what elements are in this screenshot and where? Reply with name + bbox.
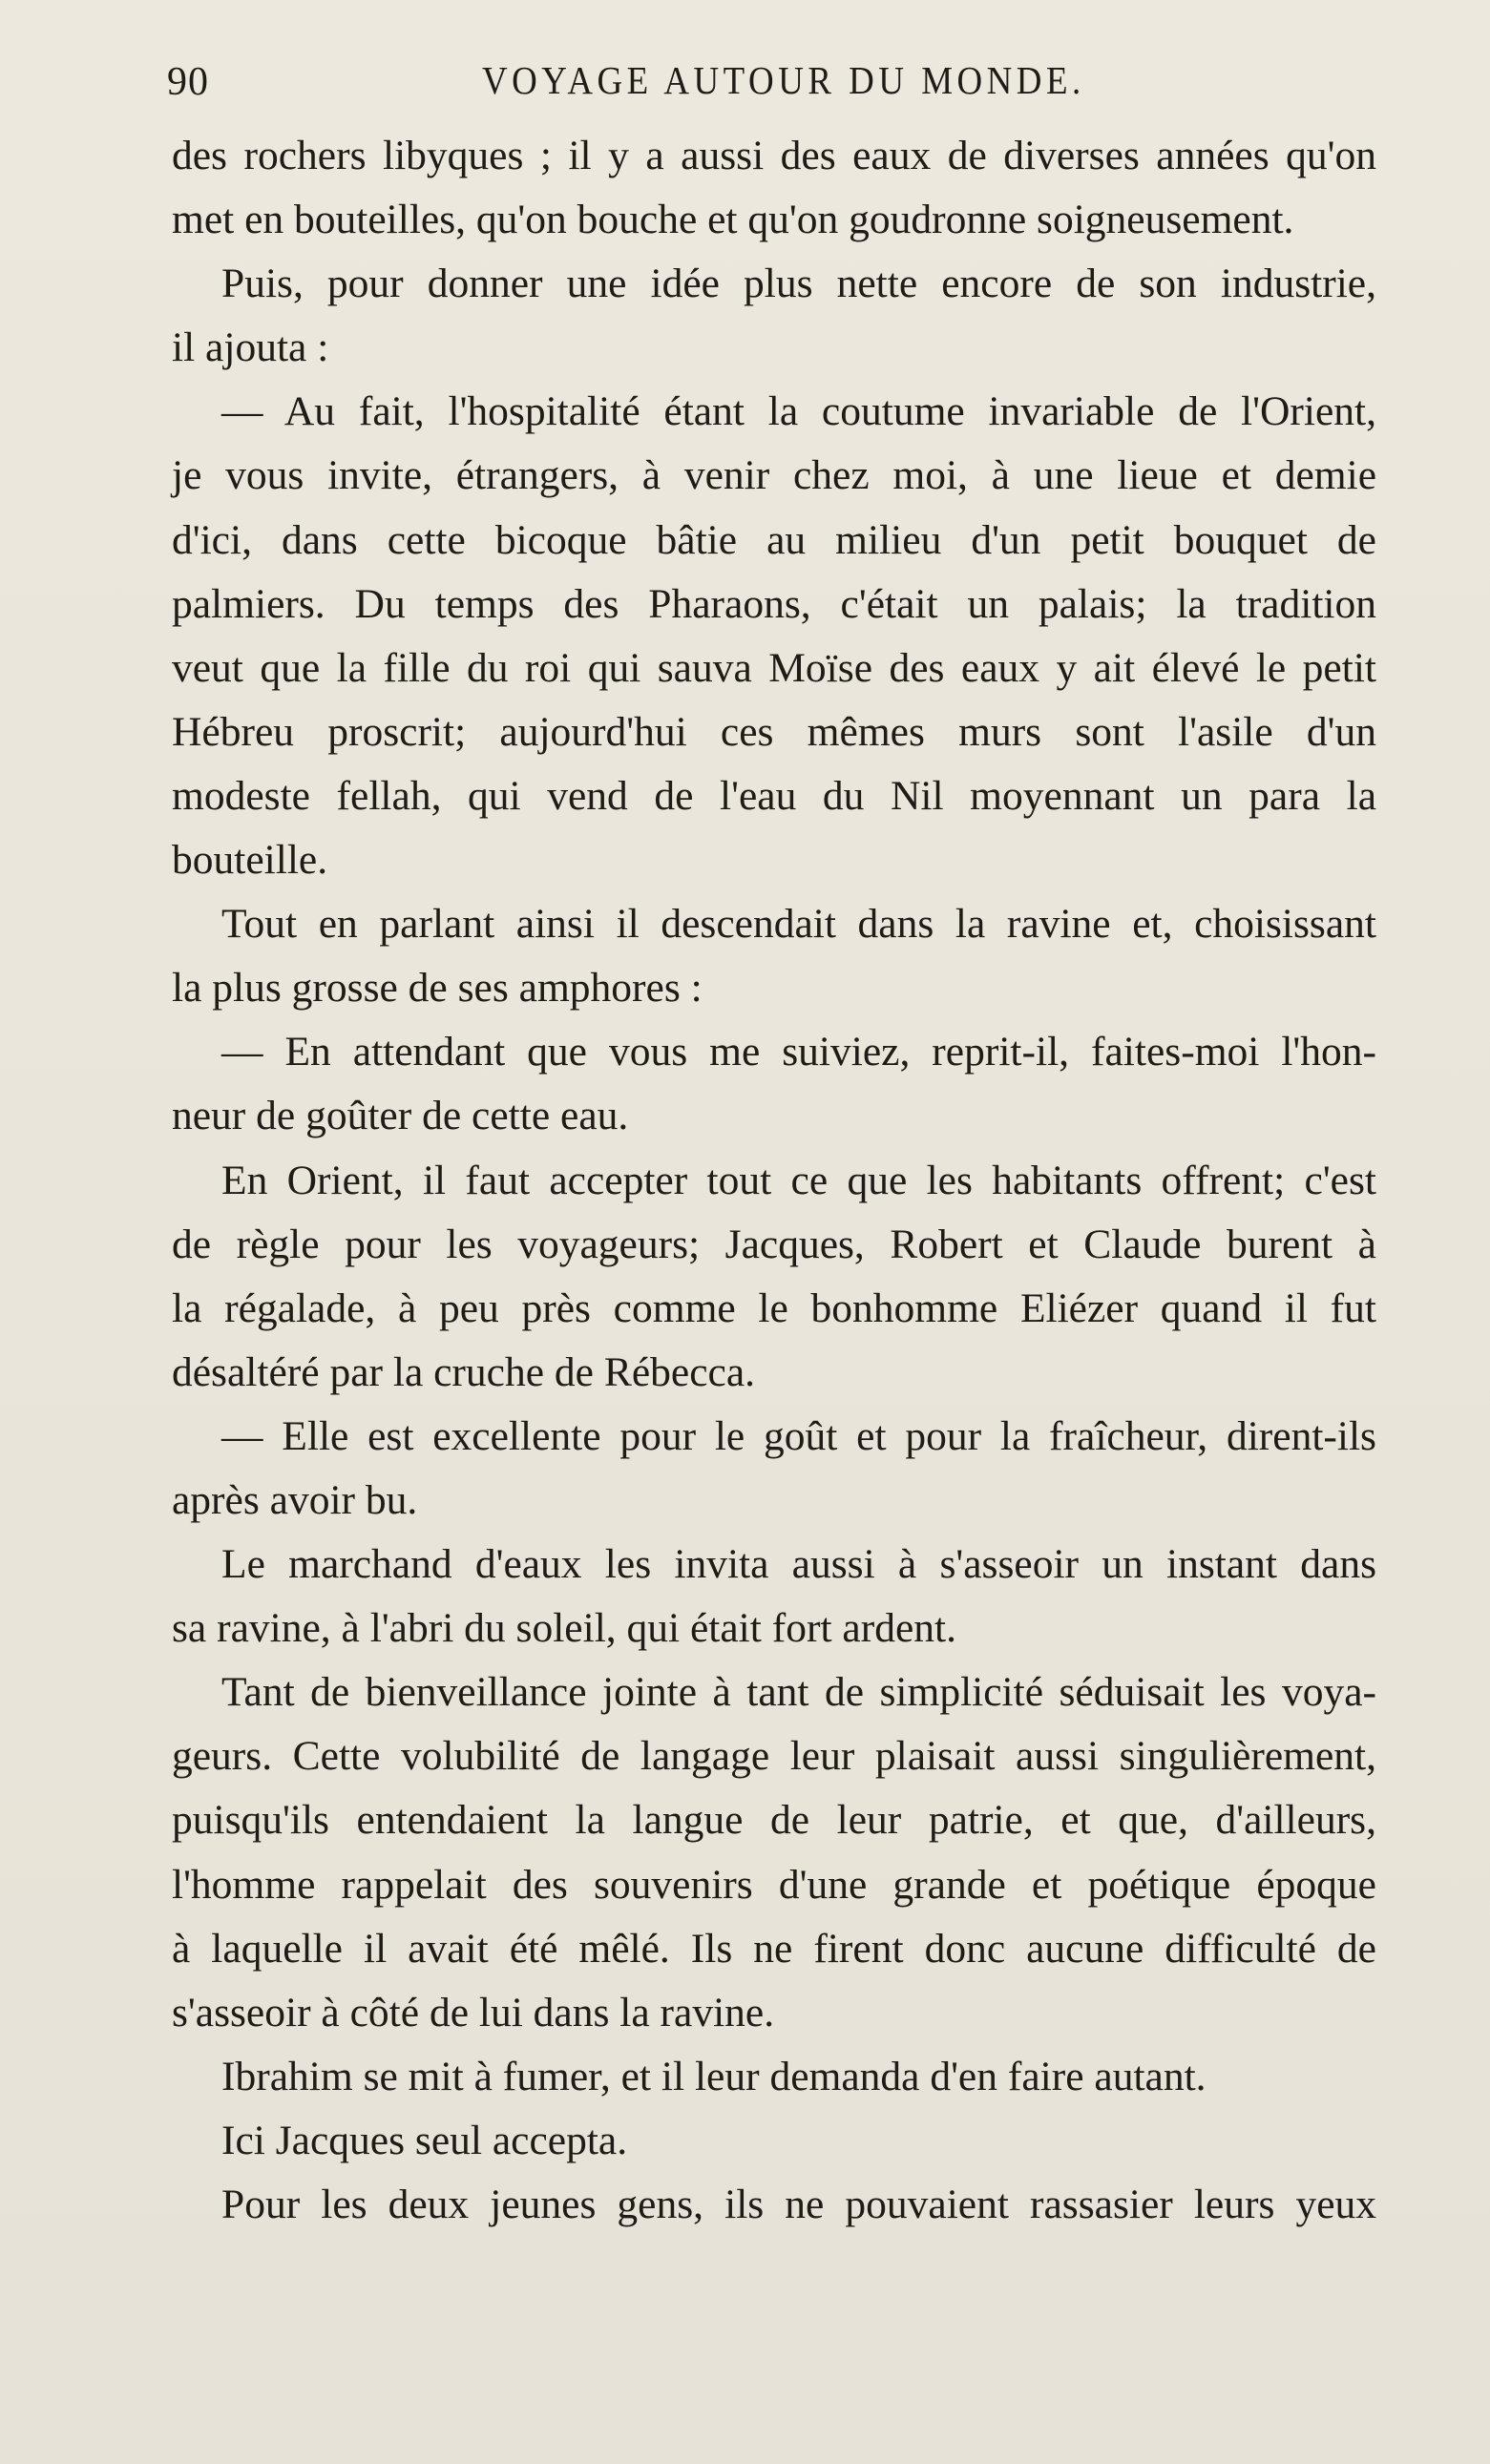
- text-line: veut que la fille du roi qui sauva Moïse des eaux y ait élevé le petit: [172, 644, 1376, 691]
- text-line: Hébreu proscrit; aujourd'hui ces mêmes murs sont l'asile d'un: [172, 708, 1376, 755]
- text-line: il ajouta :: [172, 324, 329, 371]
- text-line: l'homme rappelait des souvenirs d'une grande et poétique époque: [172, 1861, 1376, 1908]
- text-line: après avoir bu.: [172, 1476, 418, 1523]
- text-line: puisqu'ils entendaient la langue de leur patrie, et que, d'ailleurs,: [172, 1797, 1376, 1844]
- text-line: Tant de bienveillance jointe à tant de simplicité séduisait les voya-: [221, 1669, 1376, 1716]
- text-line: de règle pour les voyageurs; Jacques, Robert et Claude burent à: [172, 1221, 1376, 1267]
- text-line: Le marchand d'eaux les invita aussi à s'asseoir un instant dans: [221, 1541, 1376, 1588]
- text-line: Ibrahim se mit à fumer, et il leur demanda d'en faire autant.: [221, 2053, 1207, 2099]
- text-line: s'asseoir à côté de lui dans la ravine.: [172, 1989, 775, 2036]
- text-line: — Au fait, l'hospitalité étant la coutume invariable de l'Orient,: [221, 388, 1376, 435]
- text-line: neur de goûter de cette eau.: [172, 1093, 629, 1139]
- text-line: Puis, pour donner une idée plus nette encore de son industrie,: [221, 261, 1376, 307]
- body-text: [172, 124, 1376, 2237]
- page-number: 90: [167, 60, 209, 104]
- text-line: je vous invite, étrangers, à venir chez moi, à une lieue et demie: [172, 452, 1376, 499]
- text-line: Ici Jacques seul accepta.: [221, 2117, 628, 2163]
- text-line: geurs. Cette volubilité de langage leur plaisait aussi singulièrement,: [172, 1733, 1376, 1780]
- text-line: Pour les deux jeunes gens, ils ne pouvaient rassasier leurs yeux: [221, 2182, 1376, 2227]
- text-line: à laquelle il avait été mêlé. Ils ne firent donc aucune difficulté de: [172, 1925, 1376, 1972]
- text-line: palmiers. Du temps des Pharaons, c'était un palais; la tradition: [172, 580, 1376, 627]
- text-line: sa ravine, à l'abri du soleil, qui était fort ardent.: [172, 1605, 956, 1652]
- running-title: VOYAGE AUTOUR DU MONDE.: [482, 58, 1085, 102]
- text-line: la plus grosse de ses amphores :: [172, 965, 703, 1012]
- text-line: la régalade, à peu près comme le bonhomme Eliézer quand il fut: [172, 1284, 1376, 1331]
- text-line: En Orient, il faut accepter tout ce que les habitants offrent; c'est: [221, 1157, 1376, 1203]
- text-line: d'ici, dans cette bicoque bâtie au milieu d'un petit bouquet de: [172, 516, 1376, 563]
- text-line: met en bouteilles, qu'on bouche et qu'on goudronne soigneusement.: [172, 197, 1294, 243]
- text-line: des rochers libyques ; il y a aussi des eaux de diverses années qu'on: [172, 133, 1376, 178]
- page-header: [167, 50, 1379, 107]
- text-line: Tout en parlant ainsi il descendait dans la ravine et, choisissant: [221, 901, 1376, 948]
- text-line: — En attendant que vous me suiviez, reprit-il, faites-moi l'hon-: [221, 1029, 1376, 1075]
- text-line: modeste fellah, qui vend de l'eau du Nil moyennant un para la: [172, 772, 1376, 819]
- text-line: bouteille.: [172, 837, 328, 884]
- text-line: désaltéré par la cruche de Rébecca.: [172, 1348, 756, 1395]
- text-line: — Elle est excellente pour le goût et pour la fraîcheur, dirent-ils: [221, 1412, 1376, 1459]
